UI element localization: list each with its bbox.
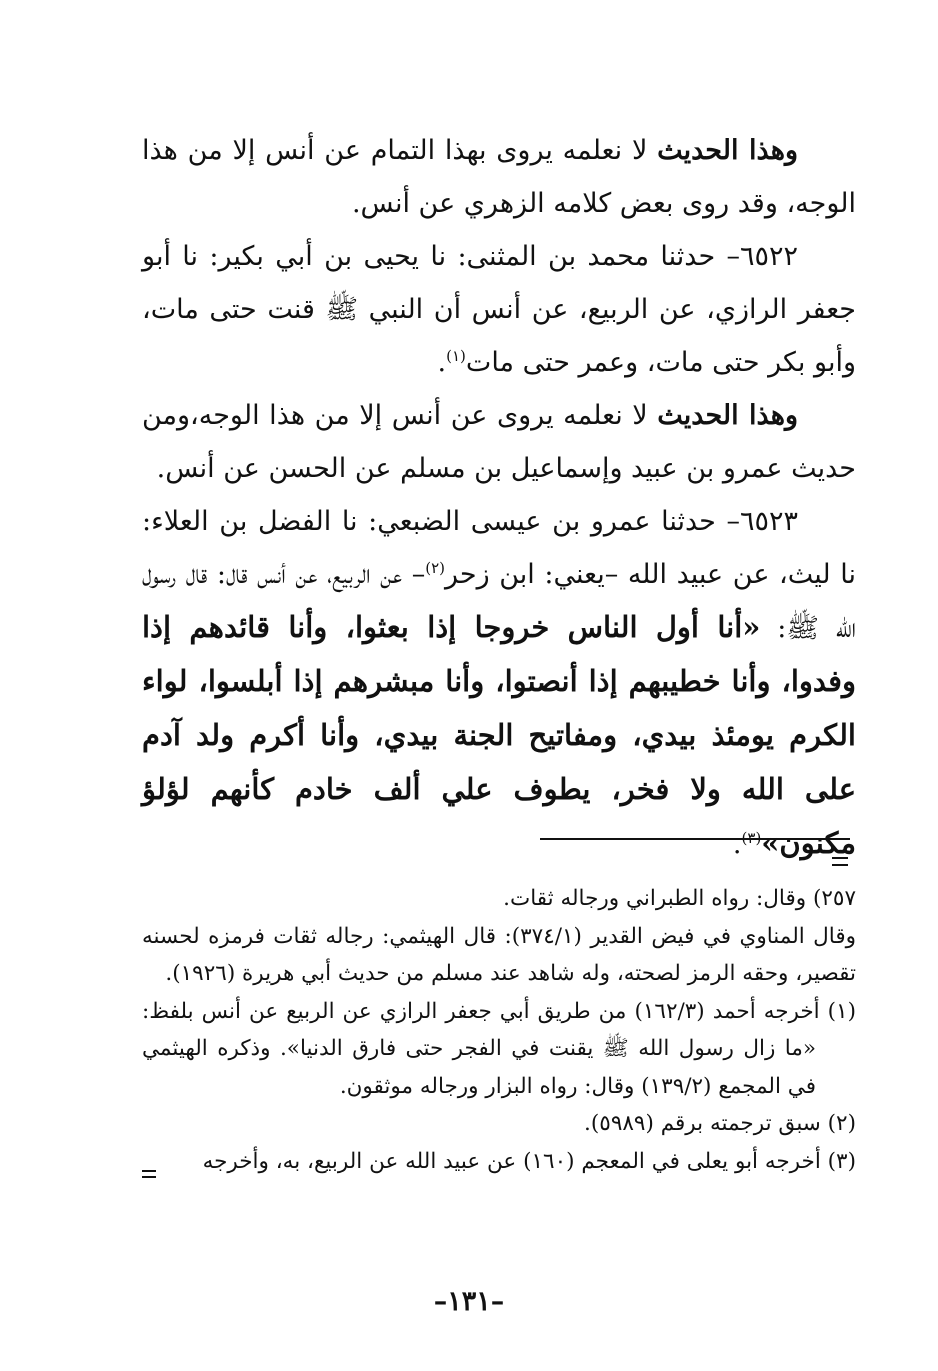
hadith-6523 <box>142 495 856 871</box>
footnote-continued-2: وقال المناوي في فيض القدير (٣٧٤/١): قال الهيثمي: رجاله ثقات فرمزه لحسنه تقصير، وحقه الرمز لصحته، وله شاهد عند مسلم من حديث أبي هريرة (١٩٢٦). <box>142 923 856 986</box>
paragraph-text: لا نعلمه يروى بهذا التمام عن أنس إلا من هذا الوجه، وقد روى بعض كلامه الزهري عن أنس. <box>142 135 856 219</box>
paragraph-3 <box>142 389 856 495</box>
page-number: –١٣١– <box>433 1286 505 1317</box>
footnote-ref-3[interactable]: (٣) <box>741 829 762 847</box>
hadith-matn: «أنا أول الناس خروجا إذا بعثوا، وأنا قائدهم إذا وفدوا، وأنا خطيبهم إذا أنصتوا، وأنا مبشرهم إذا أبلسوا، لواء الكرم يومئذ بيدي، ومفاتيح الجنة بيدي، وأنا أكرم ولد آدم على الله ولا فخر، يطوف علي ألف خادم كأنهم لؤلؤ مكنون» <box>142 610 856 860</box>
continuation-mark <box>142 1170 156 1178</box>
footnote-ref-1[interactable]: (١) <box>446 347 466 365</box>
continuation-mark <box>832 857 848 866</box>
isnad-text: – عن الربيع، عن أنس قال: قال رسول الله ﷺ: <box>142 559 856 644</box>
hadith-6522 <box>142 230 856 389</box>
hadith-status-bold: وهذا الحديث <box>657 400 798 431</box>
paragraph-text: ٦٥٢٢– حدثنا محمد بن المثنى: نا يحيى بن أبي بكير: نا أبو جعفر الرازي، عن الربيع، عن أنس أن النبي ﷺ قنت حتى مات، وأبو بكر حتى مات، وعمر حتى مات <box>142 241 856 378</box>
footnote-3-text: (٣) أخرجه أبو يعلى في المعجم (١٦٠) عن عبيد الله عن الربيع، به، وأخرجه <box>202 1148 856 1174</box>
footnotes <box>142 880 856 1180</box>
footnote-divider <box>540 838 850 840</box>
period: . <box>437 347 447 378</box>
period: . <box>732 829 742 860</box>
hadith-status-bold: وهذا الحديث <box>657 135 798 166</box>
paragraph-1 <box>142 124 856 230</box>
footnote-ref-2[interactable]: (٢) <box>425 559 445 577</box>
footnote-2: (٢) سبق ترجمته برقم (٥٩٨٩). <box>584 1111 856 1136</box>
footnote-continued-1: ٢٥٧) وقال: رواه الطبراني ورجاله ثقات. <box>503 886 856 911</box>
isnad-text: ٦٥٢٣– حدثنا عمرو بن عيسى الضبعي: نا الفضل بن العلاء: نا ليث، عن عبيد الله –يعني: ابن زحر <box>142 506 856 590</box>
footnote-3 <box>142 1143 856 1181</box>
main-text <box>142 124 856 871</box>
footnote-1: (١) أخرجه أحمد (١٦٢/٣) من طريق أبي جعفر الرازي عن الربيع عن أنس بلفظ: «ما زال رسول الله ﷺ يقنت في الفجر حتى فارق الدنيا». وذكره الهيثمي في المجمع (١٣٩/٢) وقال: رواه البزار ورجاله موثقون. <box>142 998 856 1099</box>
paragraph-text: لا نعلمه يروى عن أنس إلا من هذا الوجه،ومن حديث عمرو بن عبيد وإسماعيل بن مسلم عن الحسن عن أنس. <box>142 400 856 484</box>
